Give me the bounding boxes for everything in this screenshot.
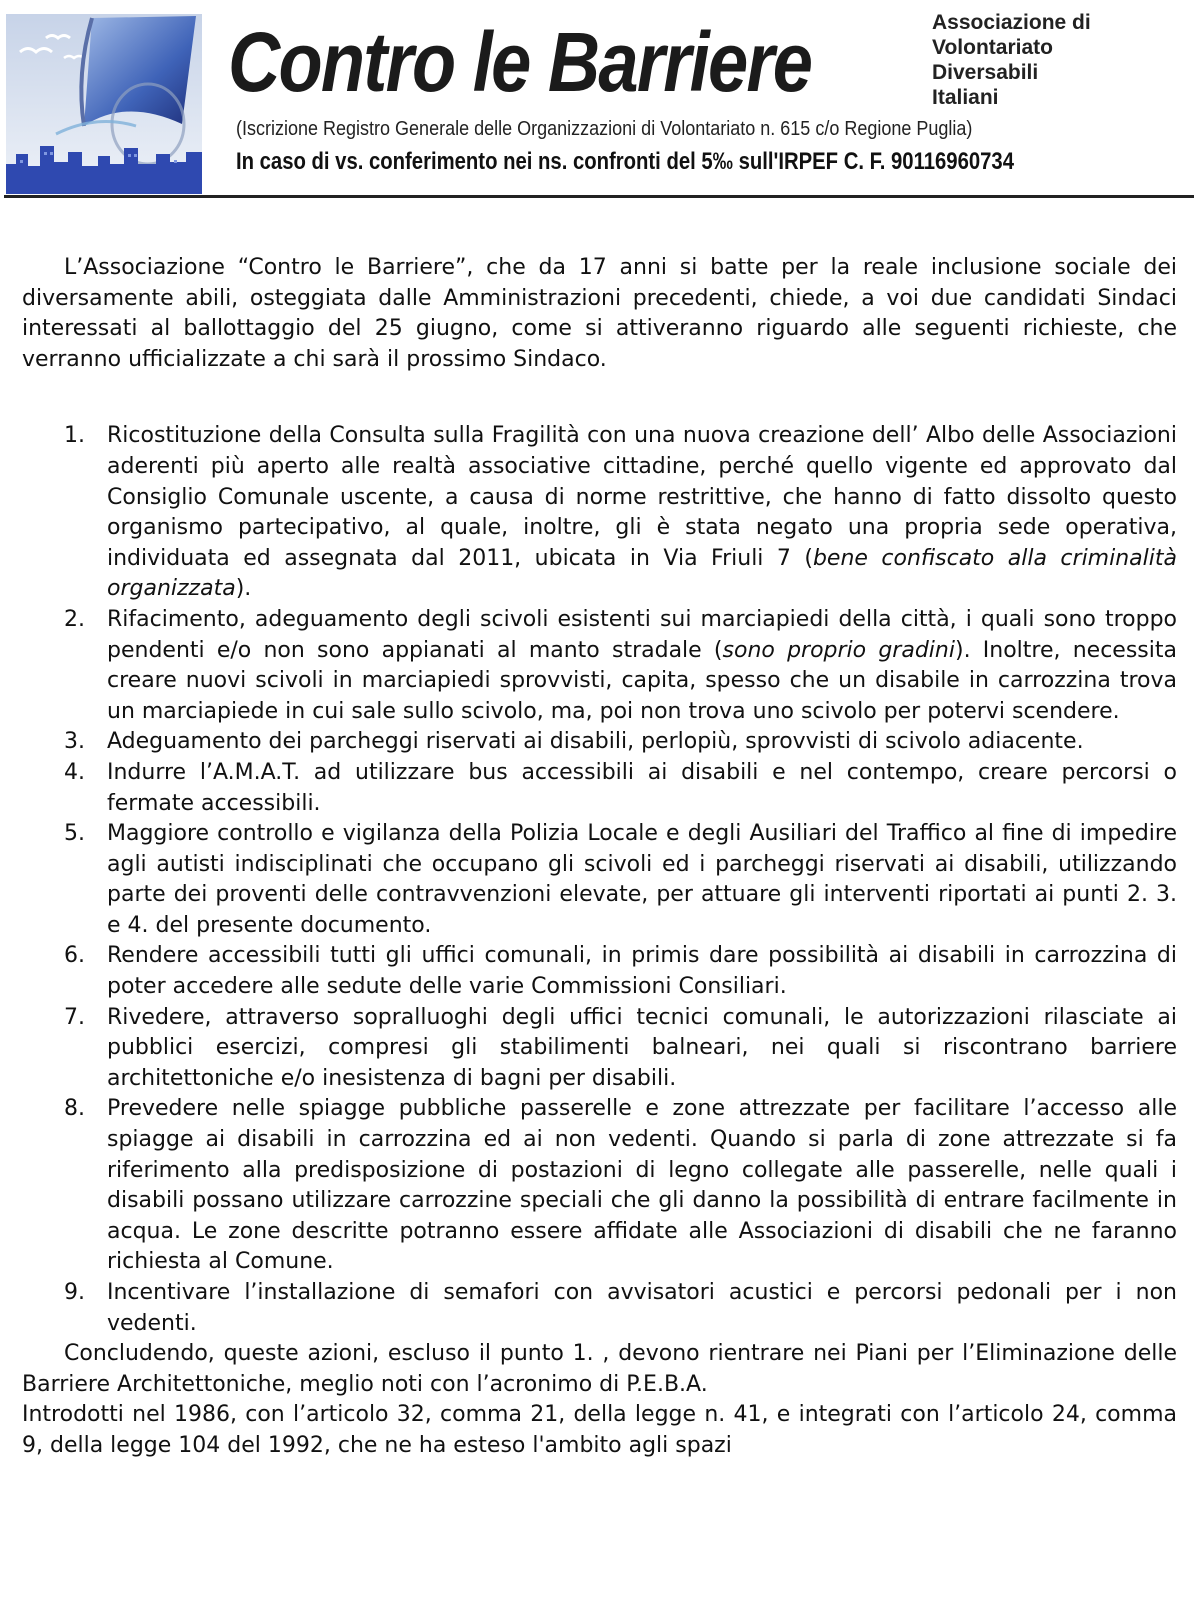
list-item (22, 819, 1177, 941)
paragraph-spacer (22, 375, 1177, 421)
list-item-number: 4. (64, 759, 85, 785)
list-item-text-end: ). (235, 576, 252, 602)
letter-body (22, 253, 1177, 1462)
list-item-emphasis: bene confiscato alla criminalità organizzata (107, 545, 1177, 602)
list-item-number: 5. (64, 821, 85, 847)
registry-note: (Iscrizione Registro Generale delle Organizzazioni di Volontariato n. 615 c/o Regione Puglia) (236, 118, 973, 140)
list-item-number: 8. (64, 1096, 85, 1122)
organization-type-line: Italiani (932, 86, 999, 109)
list-item-text: Prevedere nelle spiagge pubbliche passerelle e zone attrezzate per facilitare l’accesso alle spiagge ai disabili in carrozzina ed ai non vedenti. Quando si parla di zone attrezzate si fa riferimento alla predisposizione di postazioni di legno collegate alle passerelle, nelle quali i disabili possano utilizzare carrozzine speciali che gli danno la possibilità di entrare facilmente in acqua. Le zone descritte potranno essere affidate alle Associazioni di disabili che ne faranno richiesta al Comune. (107, 1096, 1177, 1275)
list-item-number: 2. (64, 606, 85, 632)
list-item-text: Ricostituzione della Consulta sulla Fragilità con una nuova creazione dell’ Albo delle Associazioni aderenti più aperto alle realtà associative cittadine, perché quello vigente ed approvato dal Consiglio Comunale uscente, a causa di norme restrittive, che hanno di fatto dissolto questo organismo partecipativo, al quale, inoltre, gli è stata negato una propria sede operativa, individuata ed assegnata dal 2011, ubicata in Via Friuli 7 ( (107, 423, 1177, 571)
letterhead (0, 0, 1200, 200)
organization-type-line: Volontariato (932, 36, 1053, 59)
header-divider (4, 195, 1194, 198)
list-item-number: 9. (64, 1280, 85, 1305)
list-item (22, 727, 1177, 758)
list-item-text: Incentivare l’installazione di semafori con avvisatori acustici e percorsi pedonali per i non vedenti. (107, 1280, 1177, 1336)
list-item-number: 3. (64, 729, 85, 755)
intro-paragraph: L’Associazione “Contro le Barriere”, che da 17 anni si batte per la reale inclusione sociale dei diversamente abili, osteggiata dalle Amministrazioni precedenti, chiede, a voi due candidati Sindaci interessati al ballottaggio del 25 giugno, come si attiveranno riguardo alle seguenti richieste, che verranno ufficializzate a chi sarà il prossimo Sindaco. (22, 255, 1177, 372)
list-item-number: 6. (64, 943, 85, 969)
list-item-text: Rivedere, attraverso sopralluoghi degli uffici tecnici comunali, le autorizzazioni rilasciate ai pubblici esercizi, compresi gli stabilimenti balneari, nei quali si riscontrano barriere architettoniche e/o inesistenza di bagni per disabili. (107, 1004, 1177, 1091)
list-item-number: 7. (64, 1004, 85, 1030)
requests-list (22, 421, 1177, 1339)
list-item-emphasis: sono proprio gradini (722, 637, 955, 663)
list-item (22, 1003, 1177, 1095)
list-item-text: Rendere accessibili tutti gli uffici comunali, in primis dare possibilità ai disabili in carrozzina di poter accedere alle sedute delle varie Commissioni Consiliari. (107, 943, 1177, 1000)
list-item-number: 1. (64, 423, 85, 449)
list-item-text: Indurre l’A.M.A.T. ad utilizzare bus accessibili ai disabili e nel contempo, creare percorsi o fermate accessibili. (107, 759, 1177, 816)
list-item (22, 1278, 1177, 1339)
list-item-text: Adeguamento dei parcheggi riservati ai disabili, perlopiù, sprovvisti di scivolo adiacente. (107, 729, 1084, 755)
list-item (22, 941, 1177, 1002)
list-item (22, 1094, 1177, 1278)
closing-paragraph: Concludendo, queste azioni, escluso il punto 1. , devono rientrare nei Piani per l’Eliminazione delle Barriere Architettoniche, meglio noti con l’acronimo di P.E.B.A. (22, 1341, 1177, 1397)
list-item-text: Rifacimento, adeguamento degli scivoli esistenti sui marciapiedi della città, i quali sono troppo pendenti e/o non sono appianati al manto stradale ( (107, 606, 1177, 663)
closing-paragraph-continued: Introdotti nel 1986, con l’articolo 32, comma 21, della legge n. 41, e integrati con l’articolo 24, comma 9, della legge 104 del 1992, che ne ha esteso l'ambito agli spazi (22, 1402, 1177, 1458)
association-logo (6, 14, 202, 194)
organization-type-line: Diversabili (932, 61, 1039, 84)
list-item (22, 605, 1177, 727)
organization-type (932, 10, 1091, 110)
list-item (22, 421, 1177, 605)
organization-name: Contro le Barriere (228, 15, 812, 109)
organization-type-line: Associazione di (932, 11, 1091, 34)
list-item-text-end: ). Inoltre, necessita creare nuovi scivoli in marciapiedi sprovvisti, capita, spesso che un disabile in carrozzina trova un marciapiede in cui sale sullo scivolo, ma, poi non trova uno scivolo per potervi scendere. (107, 637, 1177, 724)
list-item-text: Maggiore controllo e vigilanza della Polizia Locale e degli Ausiliari del Traffico al fine di impedire agli autisti indisciplinati che occupano gli scivoli ed i parcheggi riservati ai disabili, utilizzando parte dei proventi delle contravvenzioni elevate, per attuare gli interventi riportati ai punti 2. 3. e 4. del presente documento. (107, 821, 1177, 938)
fiscal-code-note: In caso di vs. conferimento nei ns. confronti del 5‰ sull'IRPEF C. F. 90116960734 (236, 148, 1014, 175)
list-item (22, 758, 1177, 819)
